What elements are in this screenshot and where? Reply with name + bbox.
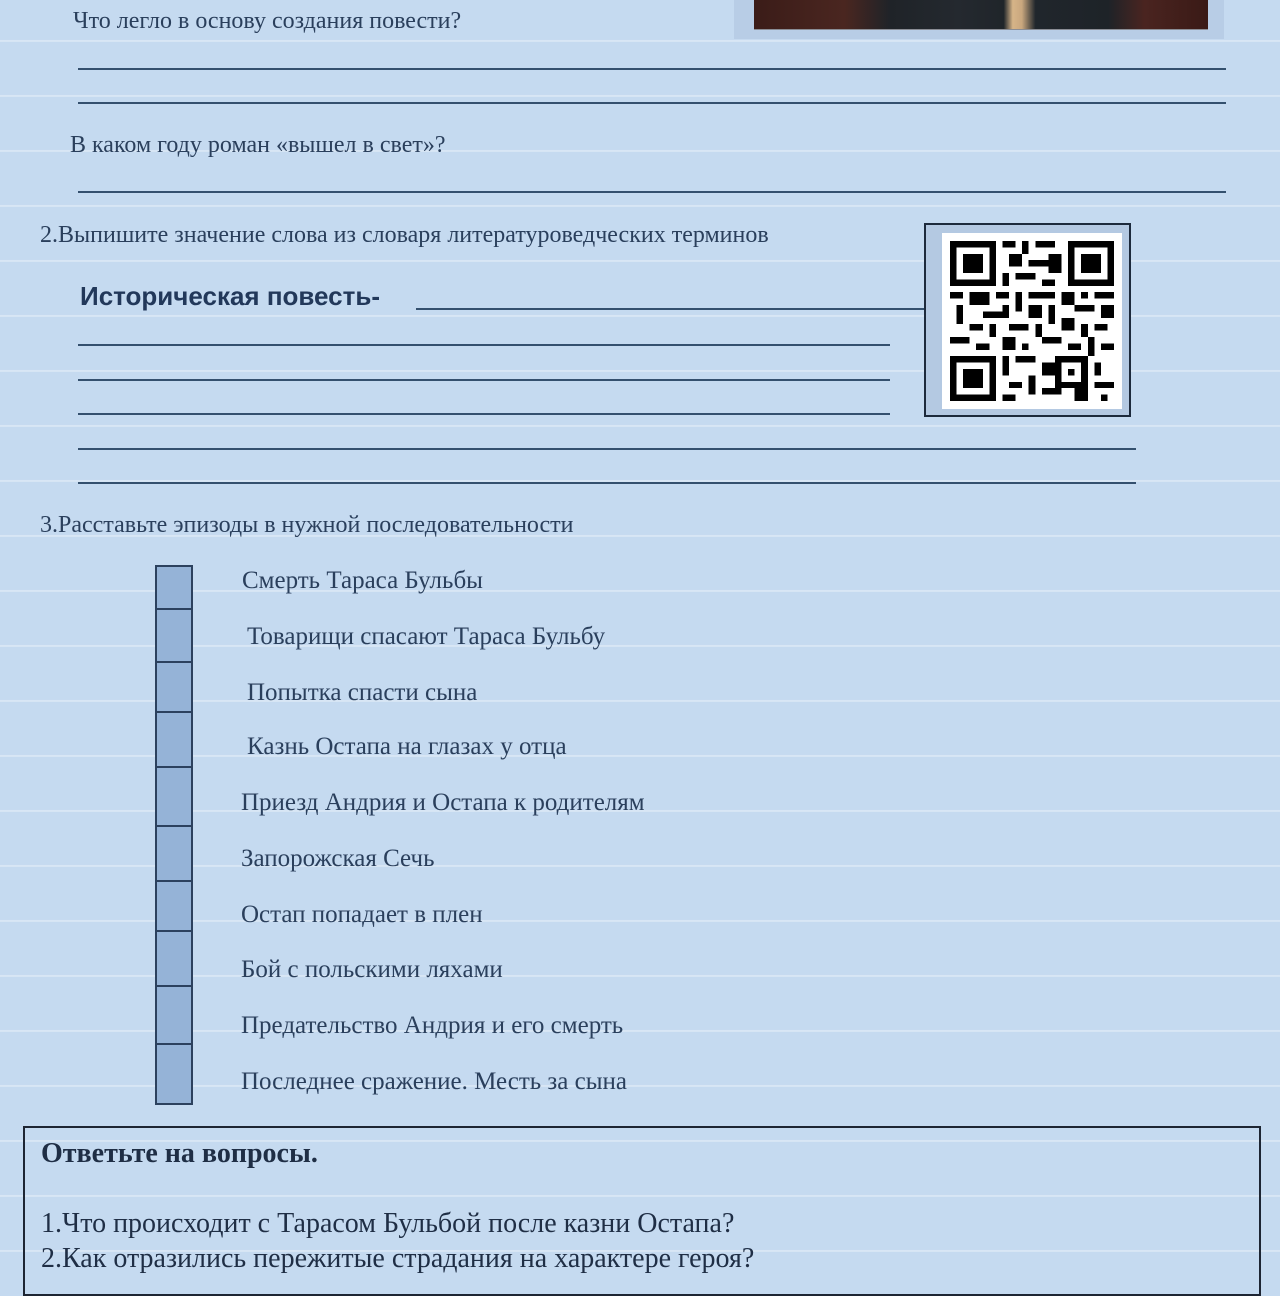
qr-code-icon xyxy=(942,233,1122,409)
answer-line[interactable] xyxy=(78,482,1136,484)
sequence-box-2[interactable] xyxy=(155,608,193,661)
episode-item: Предательство Андрия и его смерть xyxy=(241,1012,624,1039)
episode-item: Смерть Тараса Бульбы xyxy=(242,567,483,594)
qr-code-frame xyxy=(924,223,1131,417)
episode-item: Попытка спасти сына xyxy=(247,679,478,706)
sequence-box-3[interactable] xyxy=(155,661,193,711)
sequence-box-6[interactable] xyxy=(155,825,193,880)
question-year: В каком году роман «вышел в свет»? xyxy=(70,132,446,158)
answer-box-question: 1.Что происходит с Тарасом Бульбой после казни Остапа? xyxy=(41,1208,735,1239)
sequence-box-7[interactable] xyxy=(155,880,193,930)
episode-item: Приезд Андрия и Остапа к родителям xyxy=(241,789,645,816)
answer-line[interactable] xyxy=(78,68,1226,70)
episode-item: Бой с польскими ляхами xyxy=(241,956,503,983)
sequence-box-9[interactable] xyxy=(155,985,193,1043)
sequence-box-10[interactable] xyxy=(155,1043,193,1105)
answer-box-question: 2.Как отразились пережитые страдания на характере героя? xyxy=(41,1243,755,1274)
task-3-heading: 3.Расставьте эпизоды в нужной последовательности xyxy=(40,512,574,538)
answer-line[interactable] xyxy=(78,379,890,381)
sequence-box-8[interactable] xyxy=(155,930,193,985)
episode-item: Казнь Остапа на глазах у отца xyxy=(247,733,567,760)
portrait-image xyxy=(754,0,1208,30)
episode-item: Запорожская Сечь xyxy=(241,845,435,872)
episode-item: Остап попадает в плен xyxy=(241,901,483,928)
sequence-box-4[interactable] xyxy=(155,711,193,766)
answer-line[interactable] xyxy=(416,308,926,310)
episode-item: Последнее сражение. Месть за сына xyxy=(241,1068,628,1095)
answer-questions-box xyxy=(23,1126,1261,1296)
answer-line[interactable] xyxy=(78,344,890,346)
episode-item: Товарищи спасают Тараса Бульбу xyxy=(247,623,606,650)
answer-box-title: Ответьте на вопросы. xyxy=(41,1138,318,1169)
sequence-box-5[interactable] xyxy=(155,766,193,825)
answer-line[interactable] xyxy=(78,102,1226,104)
answer-line[interactable] xyxy=(78,191,1226,193)
question-basis: Что легло в основу создания повести? xyxy=(73,8,462,34)
answer-line[interactable] xyxy=(78,448,1136,450)
answer-line[interactable] xyxy=(78,413,890,415)
sequence-boxes xyxy=(155,565,193,1105)
term-label: Историческая повесть- xyxy=(80,281,381,311)
task-2-heading: 2.Выпишите значение слова из словаря литературоведческих терминов xyxy=(40,222,769,248)
sequence-box-1[interactable] xyxy=(155,565,193,608)
